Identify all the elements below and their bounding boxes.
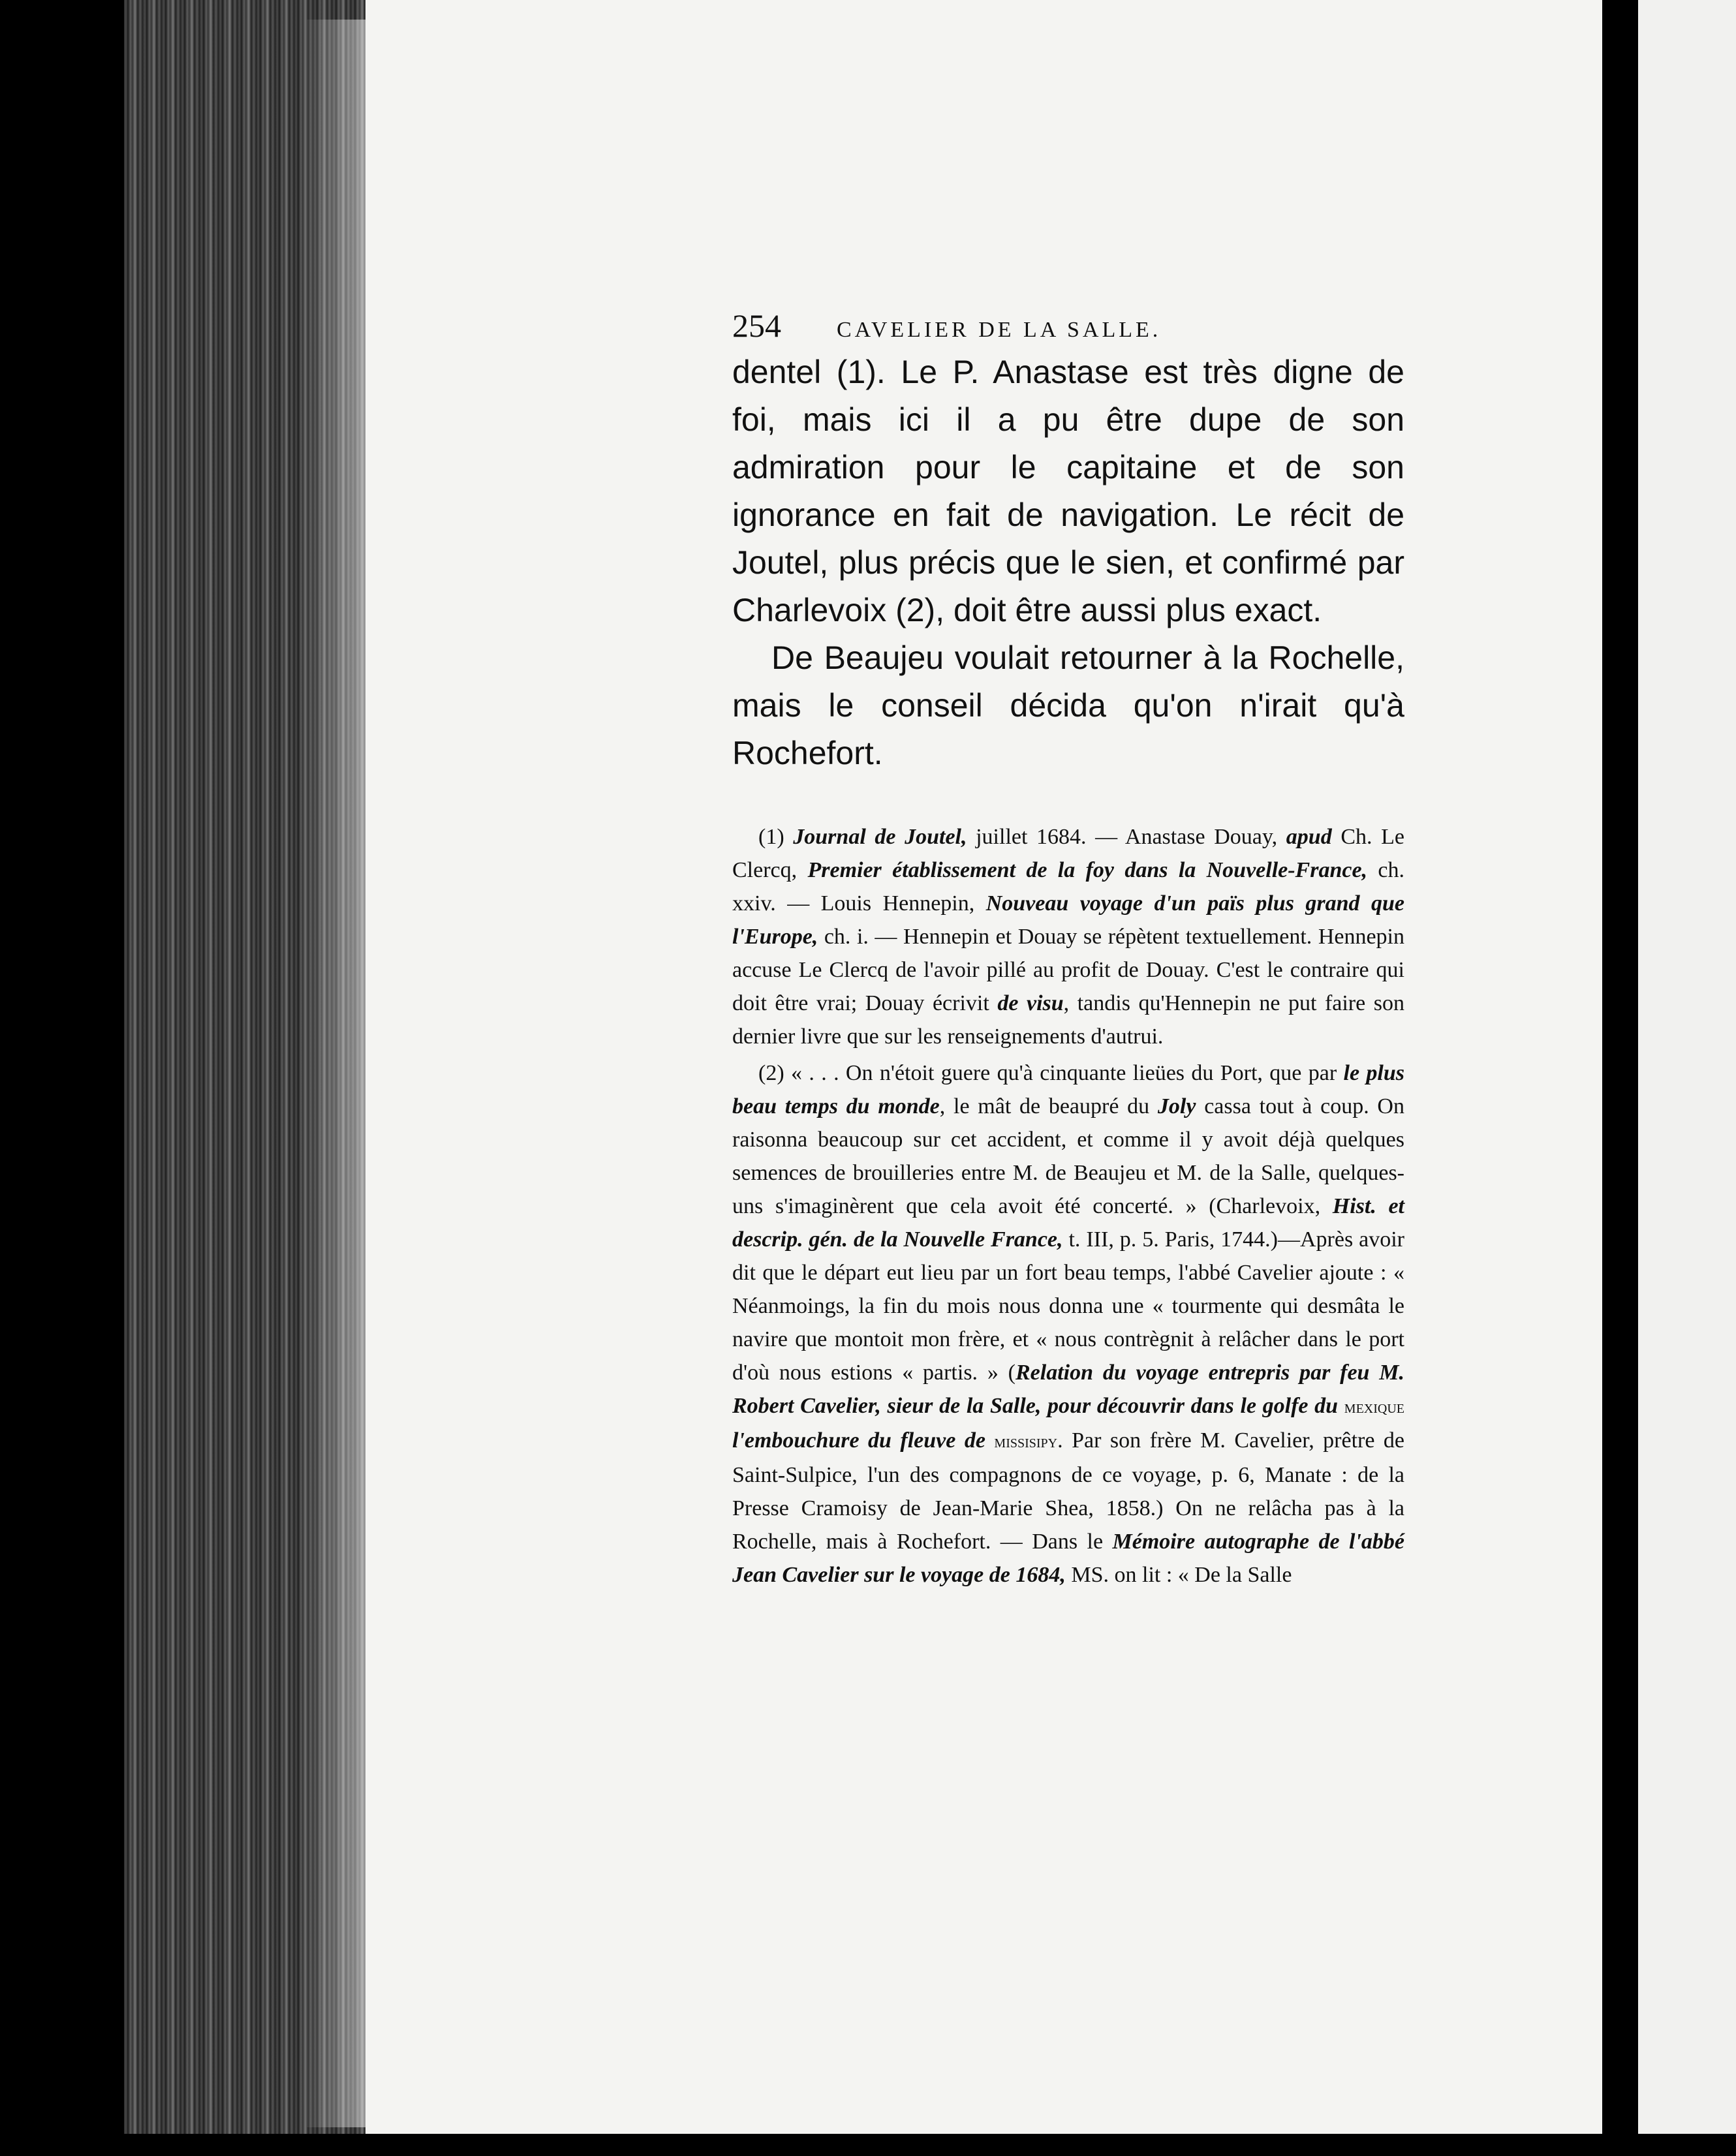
paragraph-2: De Beaujeu voulait retourner à la Rochelle, mais le conseil décida qu'on n'irait qu'à Rochefort. xyxy=(732,639,1404,771)
running-head xyxy=(732,307,1404,346)
body-text xyxy=(732,348,1404,777)
footnotes xyxy=(732,820,1404,1592)
facing-page-edge xyxy=(1638,0,1736,2156)
footnote-1: (1) Journal de Joutel, juillet 1684. — Anastase Douay, apud Ch. Le Clercq, Premier établissement de la foy dans la Nouvelle-France, ch. xxiv. — Louis Hennepin, Nouveau voyage d'un païs plus grand que l'Europe, ch. i. — Hennepin et Douay se répètent textuellement. Hennepin accuse Le Clercq de l'avoir pillé au profit de Douay. C'est le contraire qui doit être vrai; Douay écrivit de visu, tandis qu'Hennepin ne put faire son dernier livre que sur les renseignements d'autrui. xyxy=(732,825,1404,1049)
running-title: CAVELIER DE LA SALLE. xyxy=(837,318,1162,342)
text-block xyxy=(732,307,1404,1595)
footnote-2: (2) « . . . On n'étoit guere qu'à cinquante lieües du Port, que par le plus beau temps du monde, le mât de beaupré du Joly cassa tout à coup. On raisonna beaucoup sur cet accident, et comme il y avoit déjà quelques semences de brouilleries entre M. de Beaujeu et M. de la Salle, quelques-uns s'imaginèrent que cela avoit été concerté. » (Charlevoix, Hist. et descrip. gén. de la Nouvelle France, t. III, p. 5. Paris, 1744.)—Après avoir dit que le départ eut lieu par un fort beau temps, l'abbé Cavelier ajoute : « Néanmoings, la fin du mois nous donna une « tourmente qui desmâta le navire que montoit mon frère, et « nous contrègnit à relâcher dans le port d'où nous estions « partis. » (Relation du voyage entrepris par feu M. Robert Cavelier, sieur de la Salle, pour découvrir dans le golfe du mexique l'embouchure du fleuve de missisipy. Par son frère M. Cavelier, prêtre de Saint-Sulpice, l'un des compagnons de ce voyage, p. 6, Manate : de la Presse Cramoisy de Jean-Marie Shea, 1858.) On ne relâcha pas à la Rochelle, mais à Rochefort. — Dans le Mémoire autographe de l'abbé Jean Cavelier sur le voyage de 1684, MS. on lit : « De la Salle xyxy=(732,1061,1405,1587)
page-edges-highlight xyxy=(307,20,372,2127)
page-number: 254 xyxy=(732,307,781,344)
paragraph-1: dentel (1). Le P. Anastase est très digne de foi, mais ici il a pu être dupe de son admiration pour le capitaine et de son ignorance en fait de navigation. Le récit de Joutel, plus précis que le sien, et confirmé par Charlevoix (2), doit être aussi plus exact. xyxy=(732,354,1404,628)
bottom-border xyxy=(0,2134,1736,2156)
